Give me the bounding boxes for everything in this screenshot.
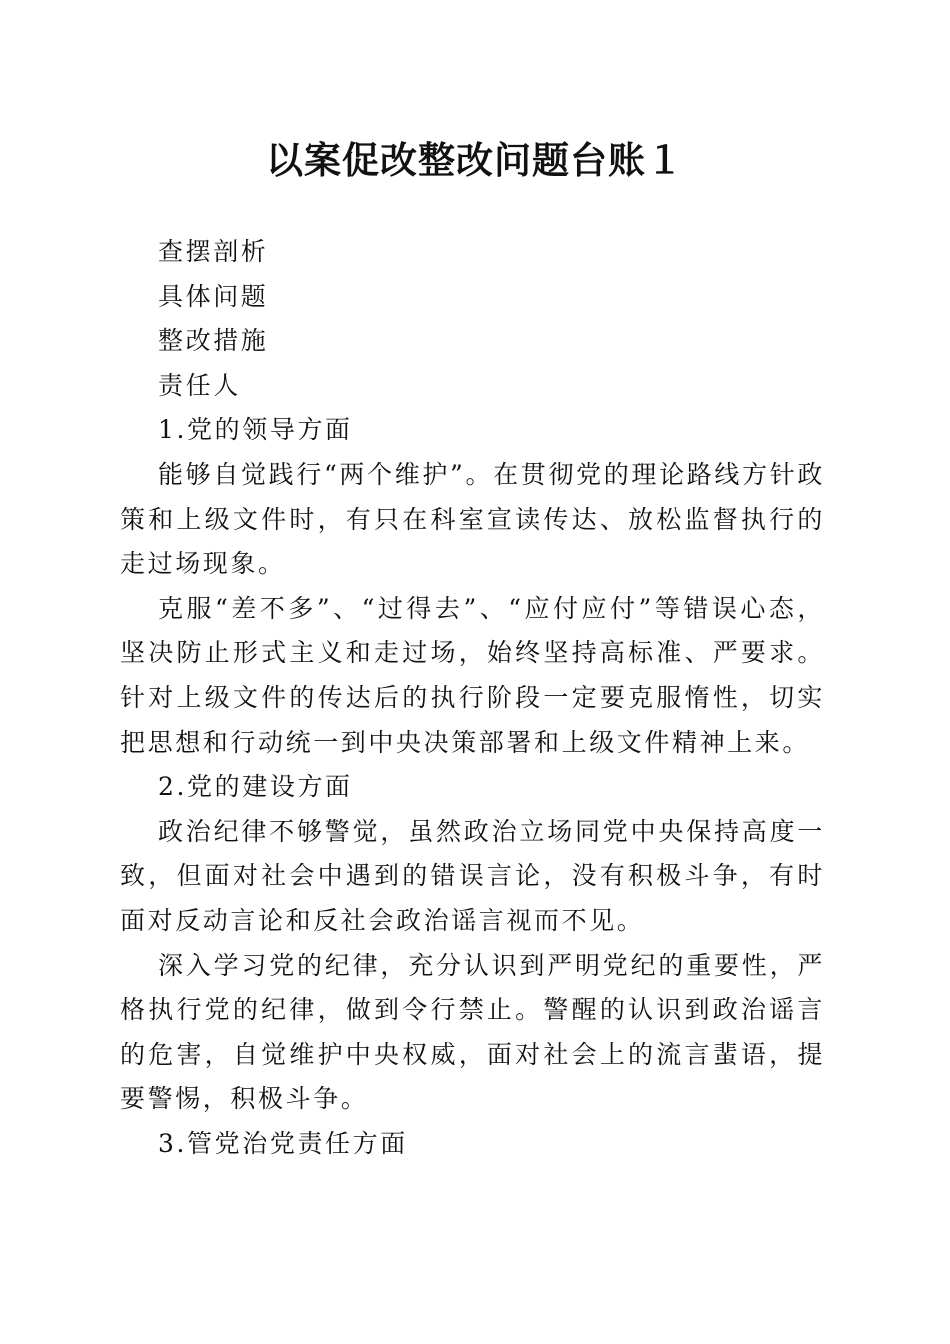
paragraph-measure-1: 克服“差不多”、“过得去”、“应付应付”等错误心态，坚决防止形式主义和走过场，始终坚持高标准、严要求。针对上级文件的传达后的执行阶段一定要克服惰性，切实把思想和行动统一到中央决策部署和上级文件精神上来。	[120, 593, 825, 757]
paragraph-heading-responsible: 责任人	[158, 370, 241, 400]
paragraph-problem-1: 能够自觉践行“两个维护”。在贯彻党的理论路线方针政策和上级文件时，有只在科室宣读传达、放松监督执行的走过场现象。	[120, 459, 825, 579]
paragraph-problem-2: 政治纪律不够警觉，虽然政治立场同党中央保持高度一致，但面对社会中遇到的错误言论，没有积极斗争，有时面对反动言论和反社会政治谣言视而不见。	[120, 816, 825, 935]
section-heading-2: 2.党的建设方面	[158, 772, 353, 802]
paragraph-heading-problems: 具体问题	[158, 281, 269, 311]
section-heading-1: 1.党的领导方面	[158, 415, 353, 445]
document-title: 以案促改整改问题台账１	[266, 138, 684, 182]
paragraph-heading-measures: 整改措施	[158, 326, 269, 356]
section-heading-3: 3.管党治党责任方面	[158, 1128, 408, 1158]
document-body	[120, 230, 825, 1166]
paragraph-measure-2: 深入学习党的纪律，充分认识到严明党纪的重要性，严格执行党的纪律，做到令行禁止。警醒的认识到政治谣言的危害，自觉维护中央权威，面对社会上的流言蜚语，提要警惕，积极斗争。	[120, 950, 825, 1114]
paragraph-heading-analysis: 查摆剖析	[158, 237, 269, 266]
